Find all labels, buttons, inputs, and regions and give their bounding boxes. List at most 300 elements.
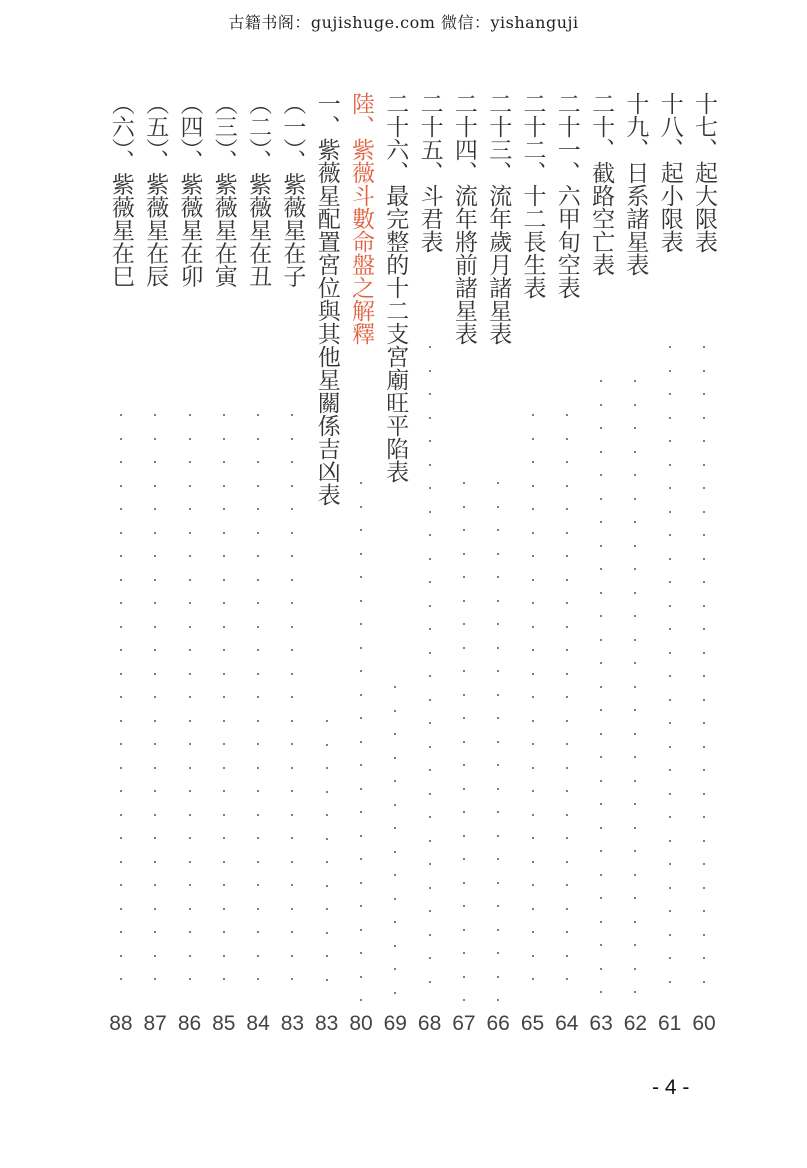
leader-dot (120, 414, 122, 416)
leader-dot (189, 978, 191, 980)
leader-dot (566, 626, 568, 628)
leader-dot (703, 346, 705, 348)
toc-entry[interactable] (550, 92, 584, 1052)
toc-entry-title: （四）、紫薇星在卯 (176, 92, 203, 288)
leader-dot (532, 743, 534, 745)
leader-dot (497, 482, 499, 484)
leader-dot (394, 945, 396, 947)
leader-dot (120, 908, 122, 910)
leader-dot (154, 532, 156, 534)
leader-dot (154, 720, 156, 722)
leader-dot (566, 955, 568, 957)
leader-dot (634, 874, 636, 876)
leader-dot (703, 417, 705, 419)
leader-dot (223, 955, 225, 957)
leader-dot (360, 764, 362, 766)
toc-entry[interactable] (687, 92, 721, 1052)
leader-dot (463, 717, 465, 719)
leader-dot (189, 626, 191, 628)
toc-entry-page: 84 (246, 1012, 270, 1035)
leader-dot (326, 720, 328, 722)
leader-dot (291, 767, 293, 769)
leader-dot (120, 743, 122, 745)
leader-dot (566, 555, 568, 557)
leader-dot (463, 600, 465, 602)
leader-dot (291, 955, 293, 957)
toc-entry-title: （六）、紫薇星在巳 (107, 92, 134, 288)
leader-dot (394, 874, 396, 876)
leader-dot (634, 380, 636, 382)
leader-dot (291, 931, 293, 933)
leader-dot (257, 696, 259, 698)
leader-dot (360, 905, 362, 907)
leader-dot (189, 814, 191, 816)
leader-dot (360, 694, 362, 696)
page-header: 古籍书阁：gujishuge.com 微信：yishanguji (228, 13, 579, 32)
leader-dot (154, 414, 156, 416)
leader-dot (257, 555, 259, 557)
leader-dot (669, 440, 671, 442)
leader-dot (600, 451, 602, 453)
leader-dot (429, 769, 431, 771)
leader-dot (669, 346, 671, 348)
leader-dot (360, 741, 362, 743)
toc-entry-title: （五）、紫薇星在辰 (142, 92, 169, 288)
leader-dot (532, 884, 534, 886)
leader-dot (532, 814, 534, 816)
toc-entry-title: 二十四、流年將前諸星表 (450, 92, 477, 345)
leader-dot (566, 743, 568, 745)
leader-dot (223, 555, 225, 557)
leader-dot (429, 934, 431, 936)
leader-dot (223, 790, 225, 792)
leader-dot (120, 931, 122, 933)
leader-dot (291, 626, 293, 628)
leader-dot (669, 746, 671, 748)
leader-dot (189, 555, 191, 557)
leader-dot (223, 438, 225, 440)
leader-dot (360, 647, 362, 649)
leader-dot (669, 816, 671, 818)
leader-dot (326, 979, 328, 981)
leader-dot (291, 884, 293, 886)
leader-dot (291, 908, 293, 910)
toc-entry[interactable] (378, 92, 412, 1052)
leader-dot (497, 858, 499, 860)
leader-dot (463, 905, 465, 907)
leader-dot (429, 887, 431, 889)
leader-dot (120, 837, 122, 839)
leader-dot (600, 756, 602, 758)
leader-dot (634, 568, 636, 570)
leader-dot (360, 999, 362, 1001)
leader-dot (189, 649, 191, 651)
leader-dot (497, 811, 499, 813)
leader-dot (669, 863, 671, 865)
toc-entry-page: 68 (417, 1012, 442, 1035)
leader-dot (223, 837, 225, 839)
leader-dot (600, 709, 602, 711)
leader-dot (634, 850, 636, 852)
leader-dot (463, 788, 465, 790)
leader-dot (291, 673, 293, 675)
leader-dot (257, 414, 259, 416)
leader-dot (223, 579, 225, 581)
leader-dot (703, 487, 705, 489)
leader-dot (429, 793, 431, 795)
toc-entry[interactable] (516, 92, 550, 1052)
leader-dot (291, 978, 293, 980)
leader-dot (257, 579, 259, 581)
leader-dot (291, 555, 293, 557)
leader-dot (257, 673, 259, 675)
toc-entry-page: 85 (212, 1012, 236, 1035)
leader-dot (326, 955, 328, 957)
leader-dot (669, 370, 671, 372)
leader-dot (532, 931, 534, 933)
toc-entry-title: 一、紫薇星配置宮位與其他星關係吉凶表 (313, 92, 340, 506)
leader-dot (189, 532, 191, 534)
leader-dot (189, 696, 191, 698)
leader-dot (669, 652, 671, 654)
leader-dot (634, 498, 636, 500)
leader-dot (429, 628, 431, 630)
toc-entry[interactable] (447, 92, 481, 1052)
leader-dot (600, 639, 602, 641)
leader-dot (360, 600, 362, 602)
leader-dot (600, 568, 602, 570)
leader-dot (120, 626, 122, 628)
toc-entry[interactable] (584, 92, 618, 1052)
leader-dot (634, 968, 636, 970)
leader-dot (600, 404, 602, 406)
leader-dot (703, 769, 705, 771)
leader-dot (154, 790, 156, 792)
toc-entry-page: 87 (143, 1012, 167, 1035)
leader-dot (154, 884, 156, 886)
leader-dot (223, 649, 225, 651)
leader-dot (703, 605, 705, 607)
leader-dot (669, 981, 671, 983)
leader-dot (463, 999, 465, 1001)
leader-dot (223, 884, 225, 886)
leader-dot (257, 508, 259, 510)
leader-dot (497, 905, 499, 907)
leader-dot (600, 686, 602, 688)
leader-dot (189, 414, 191, 416)
leader-dot (120, 555, 122, 557)
toc-entry-title: 二十一、六甲旬空表 (553, 92, 580, 299)
leader-dot (566, 696, 568, 698)
leader-dot (429, 487, 431, 489)
toc-entry-title: （二）、紫薇星在丑 (245, 92, 272, 288)
leader-dot (634, 686, 636, 688)
leader-dot (360, 553, 362, 555)
leader-dot (257, 438, 259, 440)
leader-dot (532, 461, 534, 463)
leader-dot (703, 440, 705, 442)
leader-dot (360, 858, 362, 860)
leader-dot (703, 558, 705, 560)
leader-dot (566, 814, 568, 816)
leader-dot (223, 508, 225, 510)
leader-dot (463, 976, 465, 978)
leader-dot (634, 545, 636, 547)
leader-dot (154, 673, 156, 675)
leader-dot (532, 626, 534, 628)
leader-dot (429, 675, 431, 677)
toc-entry[interactable] (104, 92, 138, 1052)
leader-dot (223, 414, 225, 416)
toc-entry[interactable] (653, 92, 687, 1052)
leader-dot (394, 851, 396, 853)
leader-dot (634, 991, 636, 993)
leader-dot (429, 581, 431, 583)
leader-dot (223, 861, 225, 863)
toc-entry[interactable] (310, 92, 344, 1052)
leader-dot (463, 952, 465, 954)
leader-dot (257, 602, 259, 604)
leader-dot (326, 838, 328, 840)
leader-dot (703, 981, 705, 983)
toc-entry-title: 十九、日系諸星表 (622, 92, 649, 276)
leader-dot (703, 393, 705, 395)
toc-entry-page: 88 (109, 1012, 133, 1035)
leader-dot (566, 532, 568, 534)
leader-dot (189, 767, 191, 769)
leader-dot (497, 600, 499, 602)
leader-dot (463, 553, 465, 555)
leader-dot (600, 991, 602, 993)
leader-dot (189, 579, 191, 581)
leader-dot (120, 955, 122, 957)
toc-entry[interactable] (138, 92, 172, 1052)
leader-dot (154, 767, 156, 769)
leader-dot (669, 769, 671, 771)
leader-dot (532, 837, 534, 839)
leader-dot (703, 746, 705, 748)
leader-dot (634, 897, 636, 899)
leader-dot (463, 576, 465, 578)
leader-dot (189, 461, 191, 463)
toc-entry-title: （一）、紫薇星在子 (279, 92, 306, 288)
leader-dot (394, 804, 396, 806)
toc-entry-page: 80 (349, 1012, 373, 1035)
leader-dot (120, 579, 122, 581)
leader-dot (669, 393, 671, 395)
leader-dot (566, 720, 568, 722)
leader-dot (703, 840, 705, 842)
leader-dot (120, 720, 122, 722)
leader-dot (566, 790, 568, 792)
leader-dot (326, 932, 328, 934)
leader-dot (291, 438, 293, 440)
leader-dot (360, 576, 362, 578)
leader-dot (154, 955, 156, 957)
leader-dot (669, 699, 671, 701)
leader-dot (600, 944, 602, 946)
leader-dot (600, 850, 602, 852)
leader-dot (257, 978, 259, 980)
toc-entry-page: 63 (589, 1012, 613, 1035)
leader-dot (120, 602, 122, 604)
leader-dot (463, 670, 465, 672)
leader-dot (463, 647, 465, 649)
leader-dot (120, 767, 122, 769)
toc-entry-page: 65 (520, 1012, 545, 1035)
leader-dot (497, 952, 499, 954)
leader-dot (120, 696, 122, 698)
toc-entry[interactable] (241, 92, 275, 1052)
leader-dot (634, 733, 636, 735)
toc-entry[interactable] (344, 92, 378, 1052)
leader-dot (497, 553, 499, 555)
leader-dot (600, 827, 602, 829)
leader-dot (291, 743, 293, 745)
leader-dot (189, 720, 191, 722)
leader-dot (634, 474, 636, 476)
leader-dot (463, 482, 465, 484)
leader-dot (600, 427, 602, 429)
toc-entry[interactable] (207, 92, 241, 1052)
leader-dot (154, 626, 156, 628)
leader-dot (703, 464, 705, 466)
leader-dot (257, 955, 259, 957)
leader-dot (497, 529, 499, 531)
leader-dot (189, 438, 191, 440)
leader-dot (634, 662, 636, 664)
leader-dot (154, 837, 156, 839)
toc-entry-page: 83 (280, 1012, 305, 1035)
toc-entry-title: 二十、截路空亡表 (588, 92, 615, 276)
leader-dot (497, 506, 499, 508)
leader-dot (703, 370, 705, 372)
leader-dot (154, 461, 156, 463)
leader-dot (703, 628, 705, 630)
leader-dot (669, 464, 671, 466)
leader-dot (394, 686, 396, 688)
leader-dot (360, 929, 362, 931)
leader-dot (669, 605, 671, 607)
leader-dot (154, 438, 156, 440)
leader-dot (669, 675, 671, 677)
leader-dot (703, 675, 705, 677)
leader-dot (257, 626, 259, 628)
leader-dot (429, 417, 431, 419)
leader-dot (566, 461, 568, 463)
leader-dot (223, 743, 225, 745)
leader-dot (497, 694, 499, 696)
leader-dot (669, 628, 671, 630)
toc-entry[interactable] (481, 92, 515, 1052)
leader-dot (394, 992, 396, 994)
leader-dot (291, 790, 293, 792)
leader-dot (429, 910, 431, 912)
leader-dot (634, 639, 636, 641)
leader-dot (463, 882, 465, 884)
leader-dot (223, 931, 225, 933)
toc-entry[interactable] (413, 92, 447, 1052)
leader-dot (634, 709, 636, 711)
leader-dot (394, 757, 396, 759)
leader-dot (532, 555, 534, 557)
leader-dot (360, 529, 362, 531)
leader-dot (326, 767, 328, 769)
leader-dot (360, 788, 362, 790)
leader-dot (120, 814, 122, 816)
leader-dot (669, 910, 671, 912)
leader-dot (566, 837, 568, 839)
leader-dot (669, 558, 671, 560)
leader-dot (497, 835, 499, 837)
leader-dot (634, 827, 636, 829)
leader-dot (532, 508, 534, 510)
leader-dot (360, 976, 362, 978)
leader-dot (703, 910, 705, 912)
toc-entry-page: 64 (555, 1012, 579, 1035)
leader-dot (257, 720, 259, 722)
leader-dot (154, 602, 156, 604)
leader-dot (189, 908, 191, 910)
leader-dot (257, 767, 259, 769)
leader-dot (257, 931, 259, 933)
leader-dot (566, 414, 568, 416)
leader-dot (532, 414, 534, 416)
toc-entry-title: 二十二、十二長生表 (519, 92, 546, 299)
toc-entry-title: 二十五、斗君表 (416, 92, 443, 253)
leader-dot (634, 615, 636, 617)
leader-dot (532, 955, 534, 957)
leader-dot (257, 837, 259, 839)
leader-dot (532, 485, 534, 487)
leader-dot (360, 882, 362, 884)
leader-dot (291, 485, 293, 487)
leader-dot (120, 790, 122, 792)
leader-dot (669, 417, 671, 419)
leader-dot (154, 908, 156, 910)
leader-dot (600, 803, 602, 805)
leader-dot (703, 887, 705, 889)
leader-dot (360, 482, 362, 484)
leader-dot (703, 511, 705, 513)
toc-entry[interactable] (618, 92, 652, 1052)
leader-dot (189, 602, 191, 604)
leader-dot (360, 811, 362, 813)
leader-dot (634, 521, 636, 523)
leader-dot (463, 929, 465, 931)
leader-dot (154, 978, 156, 980)
leader-dot (154, 555, 156, 557)
leader-dot (223, 461, 225, 463)
leader-dot (463, 835, 465, 837)
toc-entry-page: 66 (486, 1012, 510, 1035)
leader-dot (497, 764, 499, 766)
toc-entry[interactable] (275, 92, 309, 1052)
leader-dot (120, 673, 122, 675)
leader-dot (600, 380, 602, 382)
leader-dot (497, 788, 499, 790)
leader-dot (634, 451, 636, 453)
leader-dot (566, 649, 568, 651)
toc-entry[interactable] (173, 92, 207, 1052)
leader-dot (532, 978, 534, 980)
leader-dot (669, 934, 671, 936)
leader-dot (532, 861, 534, 863)
leader-dot (669, 840, 671, 842)
leader-dot (497, 999, 499, 1001)
leader-dot (154, 508, 156, 510)
toc-entry-title: 十七、起大限表 (691, 92, 717, 253)
